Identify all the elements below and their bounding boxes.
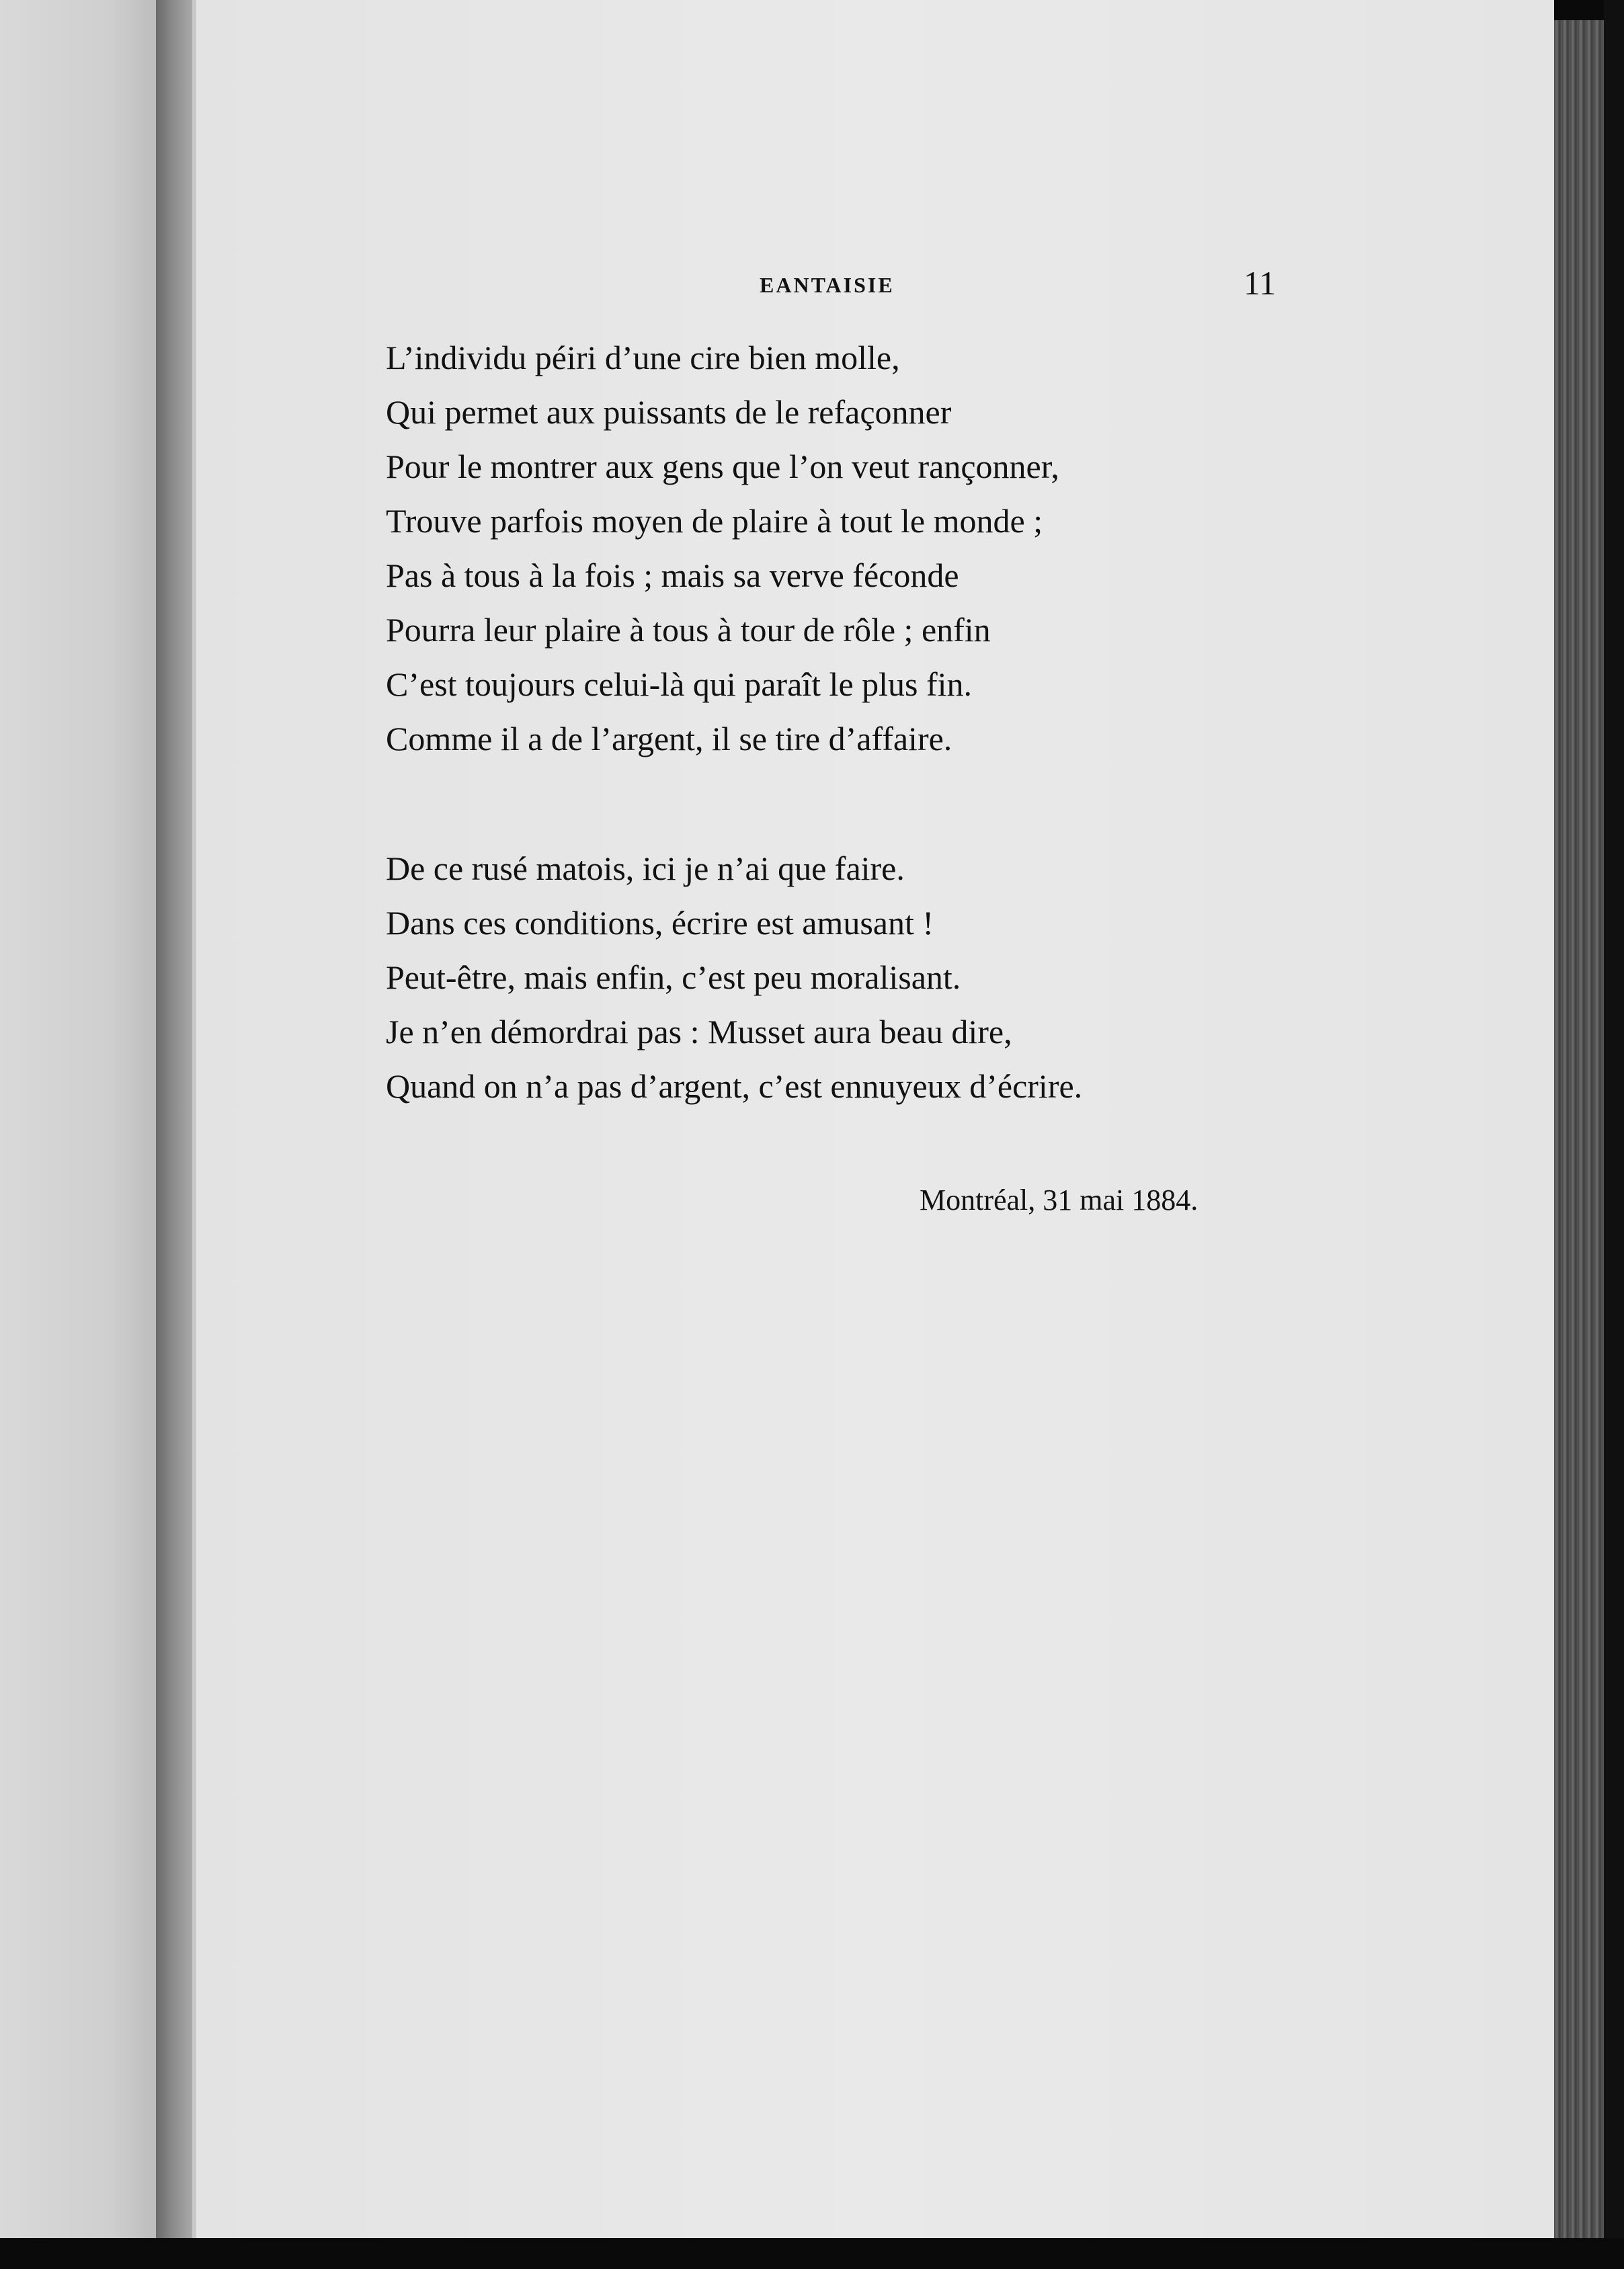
verse-line: Quand on n’a pas d’argent, c’est ennuyeux d’écrire. bbox=[386, 1067, 1083, 1105]
scan-right-border bbox=[1604, 0, 1624, 2269]
verse-line: Je n’en démordrai pas : Musset aura beau dire, bbox=[386, 1013, 1012, 1050]
verse-line: Pour le montrer aux gens que l’on veut rançonner, bbox=[386, 448, 1059, 485]
verse-line: C’est toujours celui-là qui paraît le plus fin. bbox=[386, 665, 973, 703]
verse-line: L’individu péiri d’une cire bien molle, bbox=[386, 339, 900, 376]
verse-line: Trouve parfois moyen de plaire à tout le monde ; bbox=[386, 502, 1043, 540]
book-gutter bbox=[156, 0, 192, 2269]
verse-line: Peut-être, mais enfin, c’est peu moralisant. bbox=[386, 958, 961, 996]
verse-line: Pas à tous à la fois ; mais sa verve féconde bbox=[386, 556, 959, 594]
verse-line: Pourra leur plaire à tous à tour de rôle ; enfin bbox=[386, 611, 991, 649]
poem-stanza-2 bbox=[386, 841, 1082, 1114]
verse-line: Dans ces conditions, écrire est amusant ! bbox=[386, 904, 934, 942]
place-date-signoff: Montréal, 31 mai 1884. bbox=[920, 1184, 1199, 1216]
page-number: 11 bbox=[1244, 264, 1276, 302]
book-fore-edge bbox=[1554, 20, 1604, 2249]
verse-line: Qui permet aux puissants de le refaçonner bbox=[386, 393, 952, 431]
left-page-edge bbox=[0, 0, 156, 2269]
scan-bottom-border bbox=[0, 2238, 1624, 2269]
verse-line: De ce rusé matois, ici je n’ai que faire. bbox=[386, 850, 905, 887]
running-head: EANTAISIE bbox=[760, 273, 895, 297]
poem-stanza-1 bbox=[386, 331, 1059, 766]
verse-line: Comme il a de l’argent, il se tire d’affaire. bbox=[386, 720, 952, 757]
